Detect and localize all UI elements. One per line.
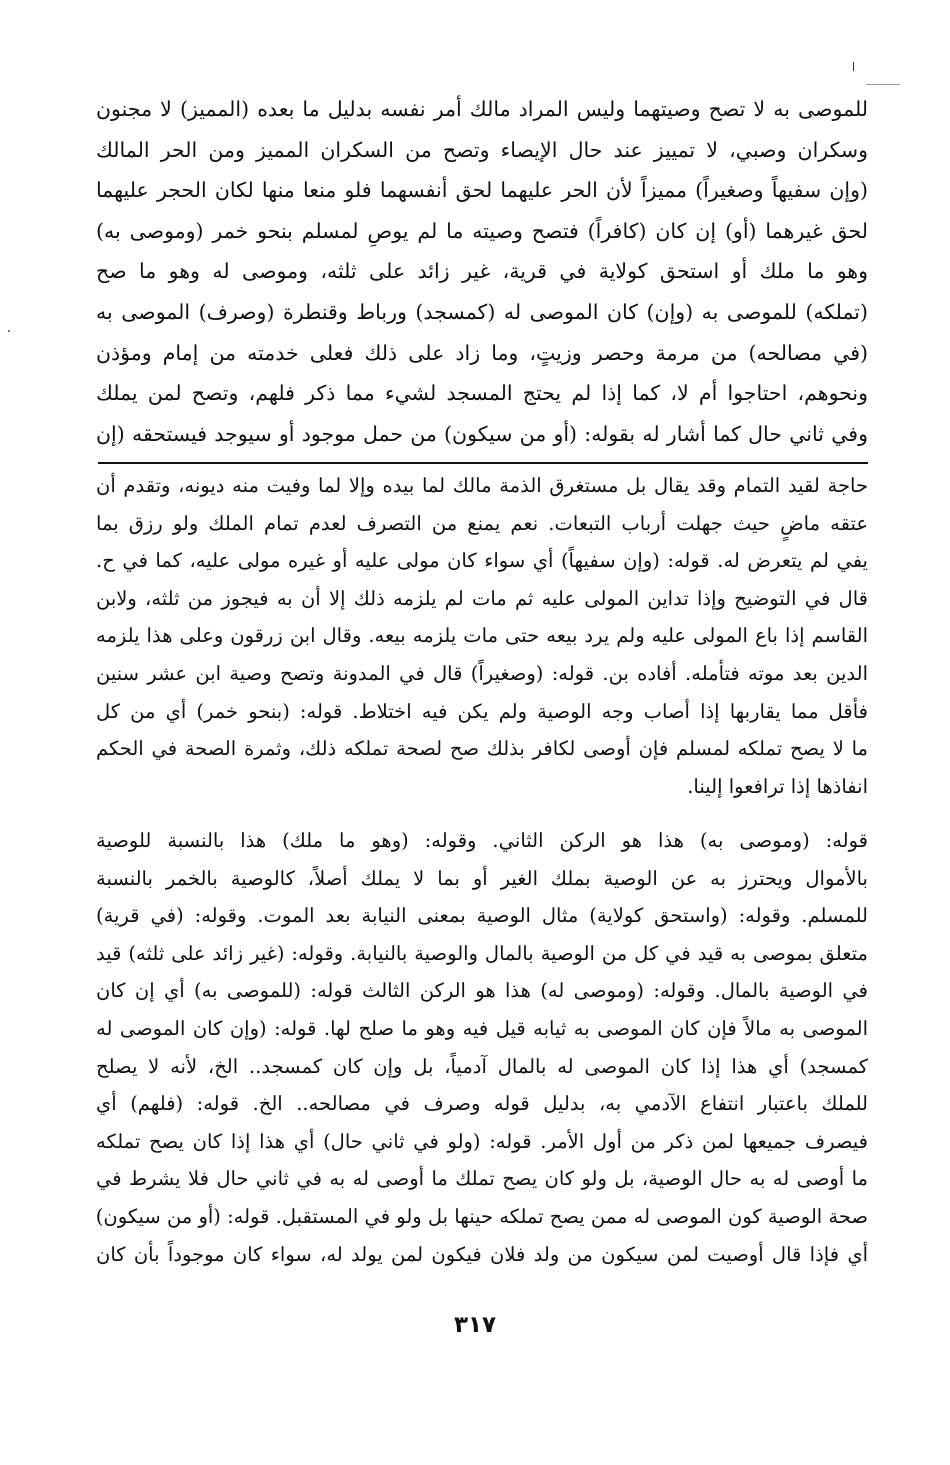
commentary-line: القاسم إذا باع المولى عليه ولم يرد بيعه حتى مات يلزمه بيعه. وقال ابن زرقون وعلى هذا يلزمه bbox=[96, 624, 868, 648]
commentary-line: عتقه ماضٍ حيث جهلت أرباب التبعات. نعم يمنع من التصرف لعدم تمام الملك ولو رزق بما bbox=[96, 511, 868, 535]
commentary-line: أي فإذا قال أوصيت لمن سيكون من ولد فلان فيكون لمن يولد له، سواء كان موجوداً بأن كان bbox=[96, 1242, 868, 1266]
margin-dot bbox=[8, 330, 10, 332]
commentary-line: الموصى به مالاً فإن كان الموصى به ثيابه قيل فيه وهو ما صلح لها. قوله: (وإن كان الموصى له bbox=[96, 1016, 868, 1040]
main-text bbox=[96, 89, 868, 454]
main-text-line: (تملكه) للموصى به (وإن) كان الموصى له (كمسجد) ورباط وقنطرة (وصرف) الموصى به bbox=[96, 299, 868, 324]
commentary-line: فأقل مما يقاربها إذا أصاب وجه الوصية ولم يكن فيه اختلاط. قوله: (بنحو خمر) أي من كل bbox=[96, 699, 868, 723]
commentary-line: فيصرف جميعها لمن ذكر من أول الأمر. قوله: (ولو في ثاني حال) أي هذا إذا كان يصح تملكه bbox=[96, 1129, 868, 1153]
commentary-line: حاجة لقيد التمام وقد يقال بل مستغرق الذمة مالك لما بيده وإلا لما وفيت منه ديونه، وتقدم أن bbox=[96, 474, 868, 497]
commentary-line: متعلق بموصى به قيد في كل من الوصية بالمال والوصية بالنيابة. وقوله: (غير زائد على ثلثه) قيد bbox=[96, 941, 868, 965]
commentary-line: انفاذها إذا ترافعوا إلينا. bbox=[687, 774, 868, 798]
main-text-line: وفي ثاني حال كما أشار له بقوله: (أو من سيكون) من حمل موجود أو سيوجد فيستحقه (إن bbox=[96, 421, 868, 446]
main-text-line: (في مصالحه) من مرمة وحصر وزيتٍ، وما زاد على ذلك فعلى خدمته من إمام ومؤذن bbox=[96, 340, 868, 365]
commentary-line: ما لا يصح تملكه لمسلم فإن أوصى لكافر بذلك صح لصحة تملكه ذلك، وثمرة الصحة في الحكم bbox=[96, 737, 868, 761]
commentary-line: يفي لم يتعرض له. قوله: (وإن سفيهاً) أي سواء كان مولى عليه أو غيره مولى عليه، كما في ح. bbox=[96, 549, 868, 573]
footnote-commentary-first bbox=[96, 467, 868, 805]
corner-mark bbox=[853, 62, 854, 71]
commentary-line: في الوصية بالمال. وقوله: (وموصى له) هذا هو الركن الثالث قوله: (للموصى به) أي إن كان bbox=[96, 979, 868, 1003]
commentary-line: الدين بعد موته فتأمله. أفاده بن. قوله: (وصغيراً) قال في المدونة وتصح وصية ابن عشر سنين bbox=[96, 661, 868, 685]
commentary-line: بالأموال ويحترز به عن الوصية بملك الغير أو بما لا يملك أصلاً، كالوصية بالخمر بالنسبة bbox=[96, 866, 868, 890]
main-text-line: لحق غيرهما (أو) إن كان (كافراً) فتصح وصيته ما لم يوصِ لمسلم بنحو خمر (وموصى به) bbox=[96, 218, 868, 243]
page-number: ٣١٧ bbox=[453, 1312, 497, 1338]
commentary-line: صحة الوصية كون الموصى له ممن يصح تملكه حينها بل ولو في المستقبل. قوله: (أو من سيكون) bbox=[96, 1204, 868, 1228]
commentary-line: كمسجد) أي هذا إذا كان الموصى له بالمال آدمياً، بل وإن كان كمسجد.. الخ، لأنه لا يصلح bbox=[96, 1054, 868, 1078]
footnote-commentary-second bbox=[96, 822, 868, 1273]
corner-rule bbox=[866, 84, 900, 85]
main-text-line: ونحوهم، احتاجوا أم لا، كما إذا لم يحتج المسجد لشيء مما ذكر فلهم، وتصح لمن يملك bbox=[96, 381, 868, 406]
commentary-line: للمسلم. وقوله: (واستحق كولاية) مثال الوصية بمعنى النيابة بعد الموت. وقوله: (في قرية) bbox=[96, 904, 868, 928]
commentary-line: للملك باعتبار انتفاع الآدمي به، بدليل قوله وصرف في مصالحه.. الخ. قوله: (فلهم) أي bbox=[96, 1092, 868, 1116]
main-text-line: وسكران وصبي، لا تمييز عند حال الإيصاء وتصح من السكران المميز ومن الحر المالك bbox=[96, 137, 868, 162]
commentary-line: قوله: (وموصى به) هذا هو الركن الثاني. وقوله: (وهو ما ملك) هذا بالنسبة للوصية bbox=[96, 829, 868, 852]
commentary-line: ما أوصى له به حال الوصية، بل ولو كان يصح تملك ما أوصى له به في ثاني حال فلا يشرط في bbox=[96, 1167, 868, 1191]
main-text-line: وهو ما ملك أو استحق كولاية في قرية، غير زائد على ثلثه، وموصى له وهو ما صح bbox=[96, 259, 868, 284]
footnote-divider bbox=[98, 462, 868, 464]
main-text-line: (وإن سفيهاً وصغيراً) مميزاً لأن الحر عليهما لحق أنفسهما فلو منعا منها لكان الحجر عليهما bbox=[96, 178, 868, 203]
main-text-line: للموصى به لا تصح وصيتهما وليس المراد مالك أمر نفسه بدليل ما بعده (المميز) لا مجنون bbox=[96, 97, 868, 121]
commentary-line: قال في التوضيح وإذا تداين المولى عليه ثم مات لم يلزمه ذلك إلا أن به فيجوز من ثلثه، ولابن bbox=[96, 586, 868, 610]
